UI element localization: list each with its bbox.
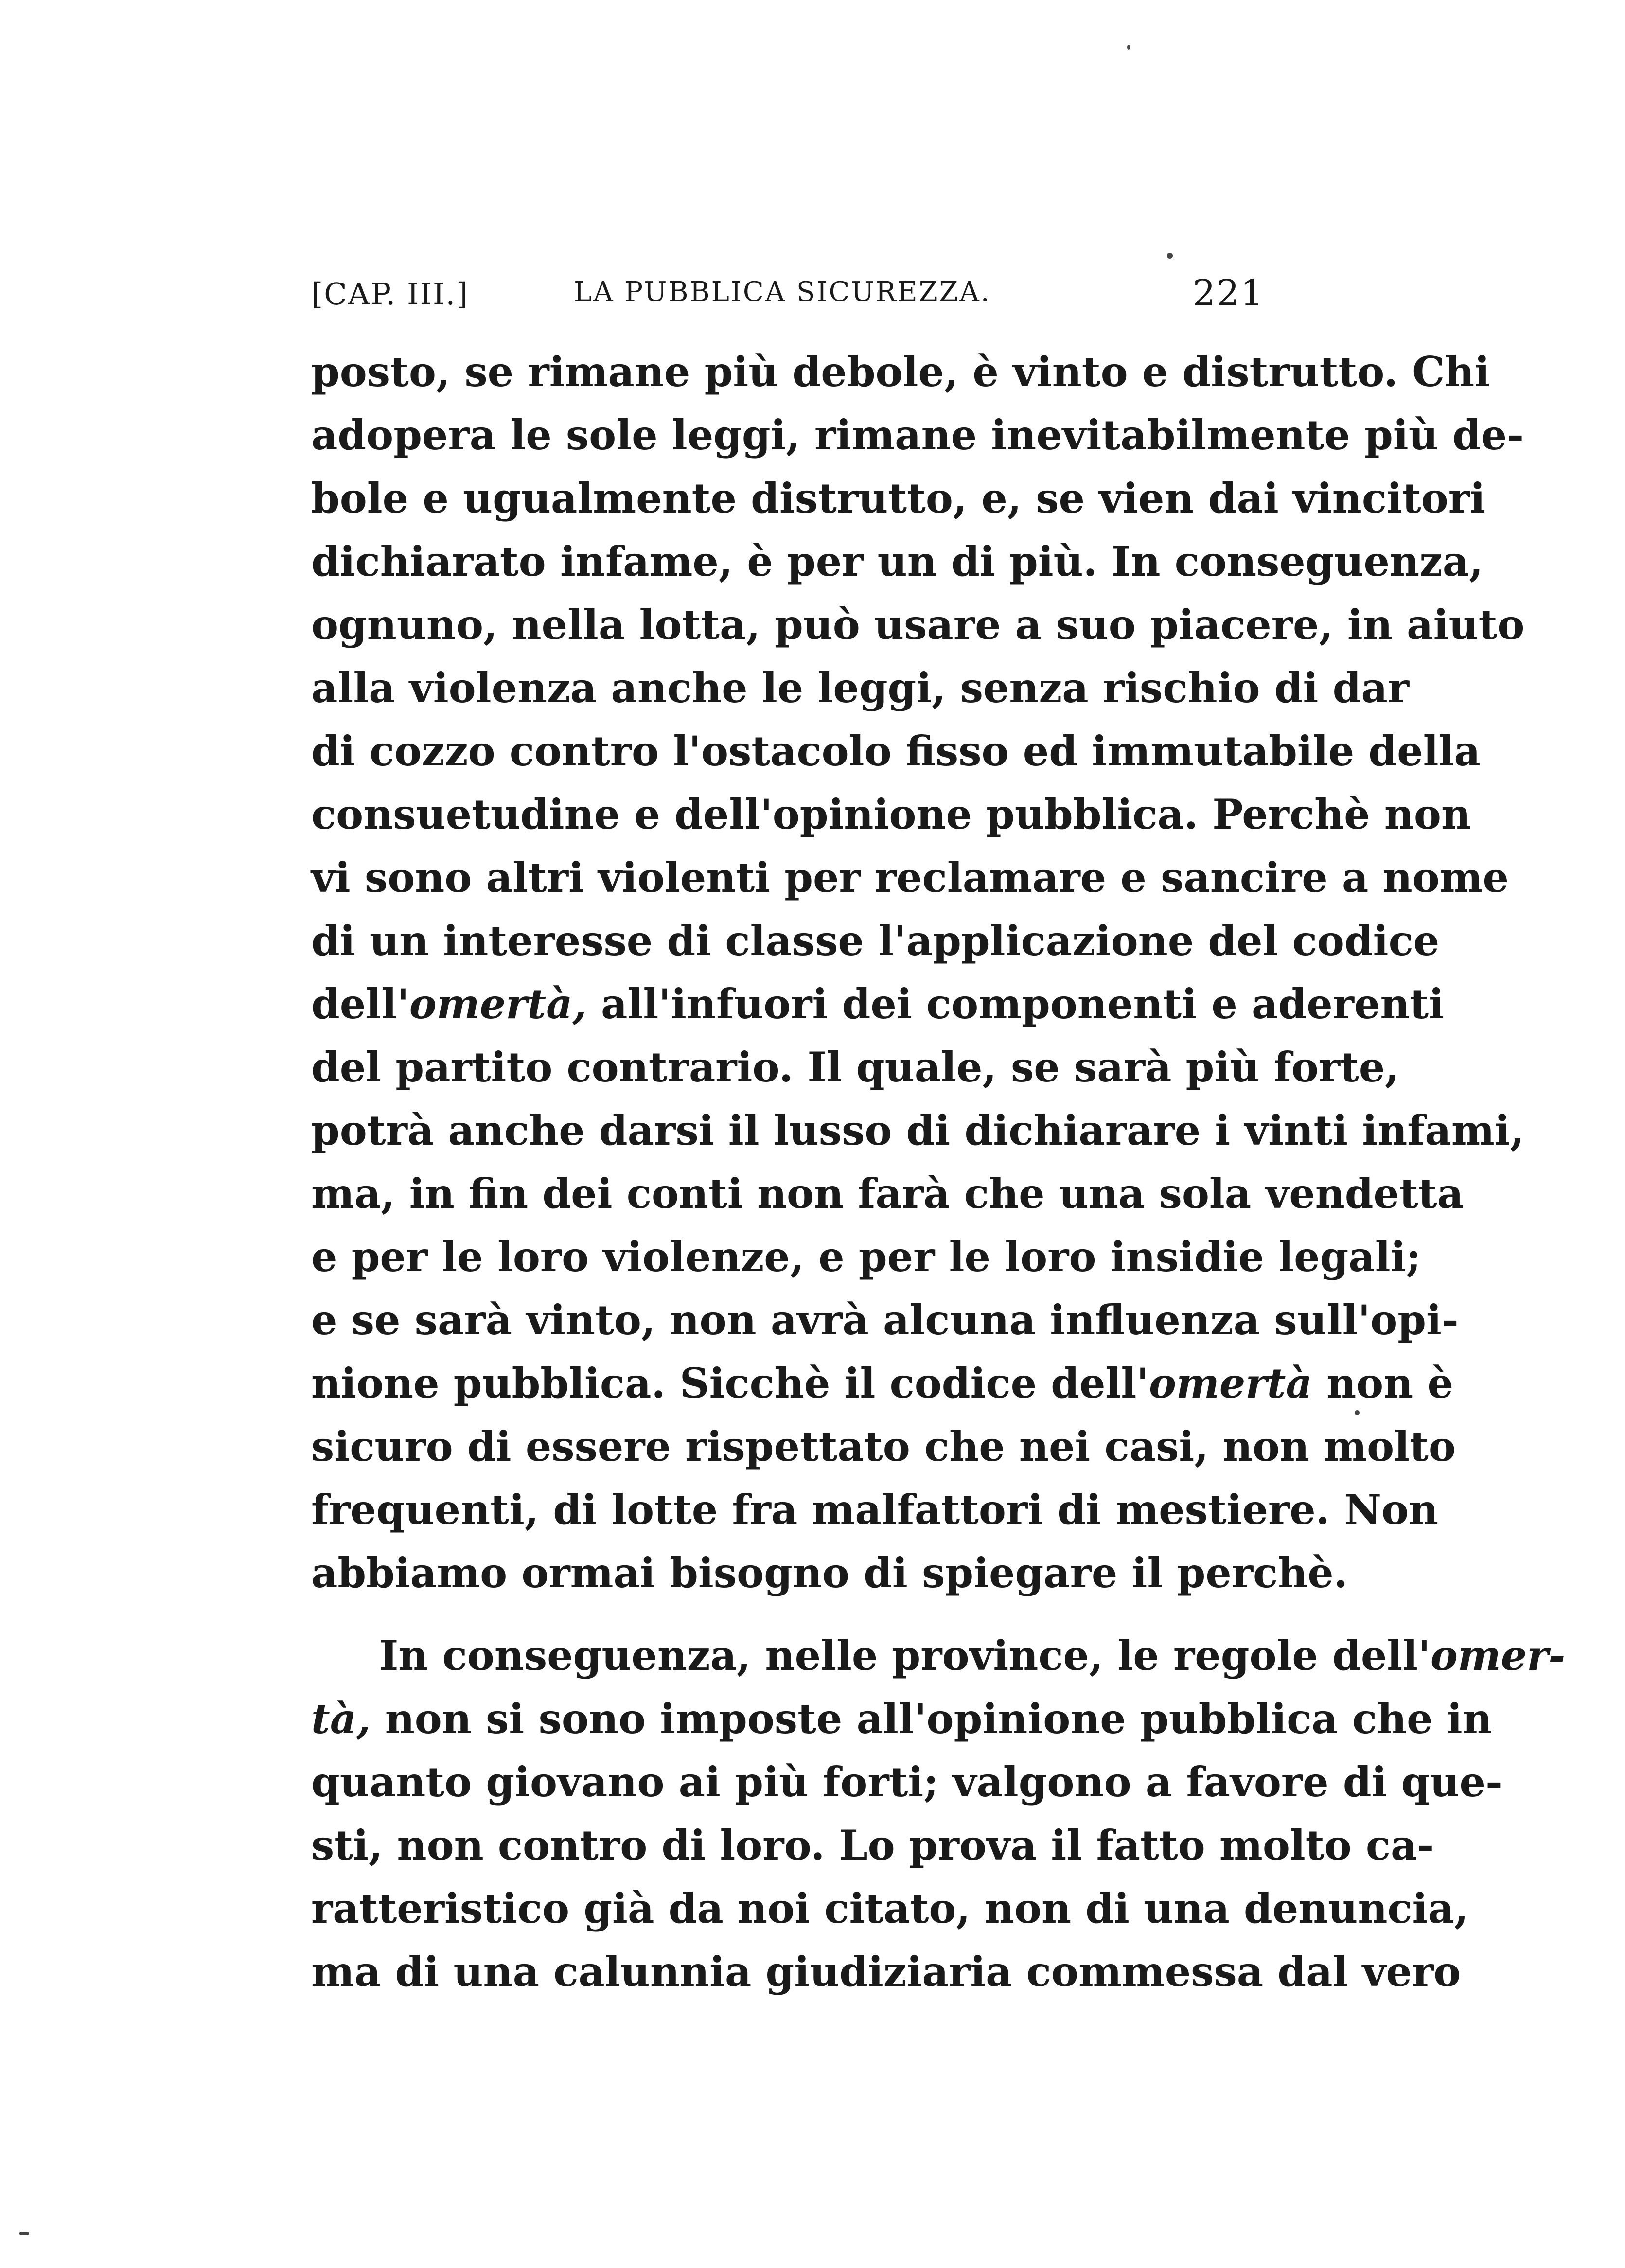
text-line: [311, 1036, 1399, 1099]
chapter-label: [CAP. III.]: [311, 276, 469, 312]
text-segment: non si sono imposte all'opinione pubblica che in: [371, 1695, 1492, 1743]
text-segment: di cozzo contro l'ostacolo fisso ed immutabile della: [311, 727, 1481, 775]
text-segment: vi sono altri violenti per reclamare e sancire a nome: [311, 853, 1509, 902]
text-line: [311, 1099, 1524, 1162]
text-line: [311, 1751, 1502, 1814]
text-line: [311, 1542, 1348, 1605]
text-segment: potrà anche darsi il lusso di dichiarare i vinti infami,: [311, 1106, 1524, 1154]
text-segment: frequenti, di lotte fra malfattori di mestiere. Non: [311, 1486, 1439, 1534]
text-segment: nione pubblica. Sicchè il codice dell': [311, 1359, 1149, 1407]
text-line: [311, 1478, 1439, 1542]
text-segment: dichiarato infame, è per un di più. In conseguenza,: [311, 537, 1484, 585]
text-segment: alla violenza anche le leggi, senza rischio di dar: [311, 664, 1410, 712]
text-segment: e per le loro violenze, e per le loro insidie legali;: [311, 1233, 1421, 1281]
text-line: [311, 340, 1490, 404]
scan-speck: [1167, 253, 1173, 259]
text-segment: posto, se rimane più debole, è vinto e distrutto. Chi: [311, 348, 1490, 396]
text-segment: non è: [1312, 1359, 1453, 1407]
text-line: [311, 1289, 1459, 1352]
text-segment: quanto giovano ai più forti; valgono a favore di que-: [311, 1758, 1502, 1806]
text-segment: ma, in fin dei conti non farà che una sola vendetta: [311, 1169, 1464, 1218]
text-segment: abbiamo ormai bisogno di spiegare il perchè.: [311, 1549, 1348, 1597]
scan-speck: [19, 2232, 29, 2235]
text-line: [311, 656, 1410, 720]
text-segment: dell': [311, 980, 409, 1028]
text-line: [311, 1352, 1453, 1415]
scan-speck: [1127, 45, 1130, 50]
text-line: [311, 467, 1485, 530]
scan-speck: [1355, 1410, 1360, 1415]
text-line: [311, 1624, 1566, 1687]
text-line: [311, 720, 1481, 783]
italic-term: omer-: [1430, 1631, 1566, 1680]
text-segment: sicuro di essere rispettato che nei casi, non molto: [311, 1422, 1456, 1471]
text-line: [311, 1940, 1461, 2003]
text-line: [311, 1162, 1464, 1225]
text-segment: ratteristico già da noi citato, non di una denuncia,: [311, 1884, 1469, 1932]
text-line: [311, 1687, 1492, 1751]
text-line: [311, 973, 1445, 1036]
italic-term: omertà,: [409, 980, 587, 1028]
text-segment: del partito contrario. Il quale, se sarà più forte,: [311, 1043, 1399, 1091]
text-segment: In conseguenza, nelle province, le regole dell': [379, 1631, 1431, 1680]
page-number: 221: [1192, 272, 1264, 314]
body-text: [311, 340, 1566, 2003]
text-line: [311, 909, 1440, 973]
text-segment: bole e ugualmente distrutto, e, se vien dai vincitori: [311, 474, 1485, 522]
paragraph-gap: [311, 1605, 1264, 1624]
text-segment: consuetudine e dell'opinione pubblica. Perchè non: [311, 790, 1471, 838]
text-line: [311, 1877, 1469, 1940]
text-segment: ognuno, nella lotta, può usare a suo piacere, in aiuto: [311, 601, 1525, 649]
text-line: [311, 1415, 1456, 1478]
paragraph-2: [311, 1624, 1566, 2003]
text-segment: e se sarà vinto, non avrà alcuna influenza sull'opi-: [311, 1296, 1459, 1344]
text-segment: di un interesse di classe l'applicazione del codice: [311, 917, 1440, 965]
text-segment: all'infuori dei componenti e aderenti: [586, 980, 1445, 1028]
running-title: LA PUBBLICA SICUREZZA.: [574, 276, 991, 308]
italic-term: tà,: [311, 1695, 371, 1743]
paragraph-1: [311, 340, 1525, 1605]
text-segment: adopera le sole leggi, rimane inevitabilmente più de-: [311, 411, 1524, 459]
text-line: [311, 846, 1509, 909]
text-segment: ma di una calunnia giudiziaria commessa dal vero: [311, 1948, 1461, 1996]
text-segment: sti, non contro di loro. Lo prova il fatto molto ca-: [311, 1821, 1434, 1869]
italic-term: omertà: [1148, 1359, 1312, 1407]
text-line: [311, 404, 1524, 467]
text-line: [311, 1814, 1434, 1877]
running-header: [311, 272, 1264, 326]
text-line: [311, 783, 1471, 846]
text-line: [311, 1225, 1421, 1289]
text-line: [311, 530, 1484, 593]
text-line: [311, 593, 1525, 656]
